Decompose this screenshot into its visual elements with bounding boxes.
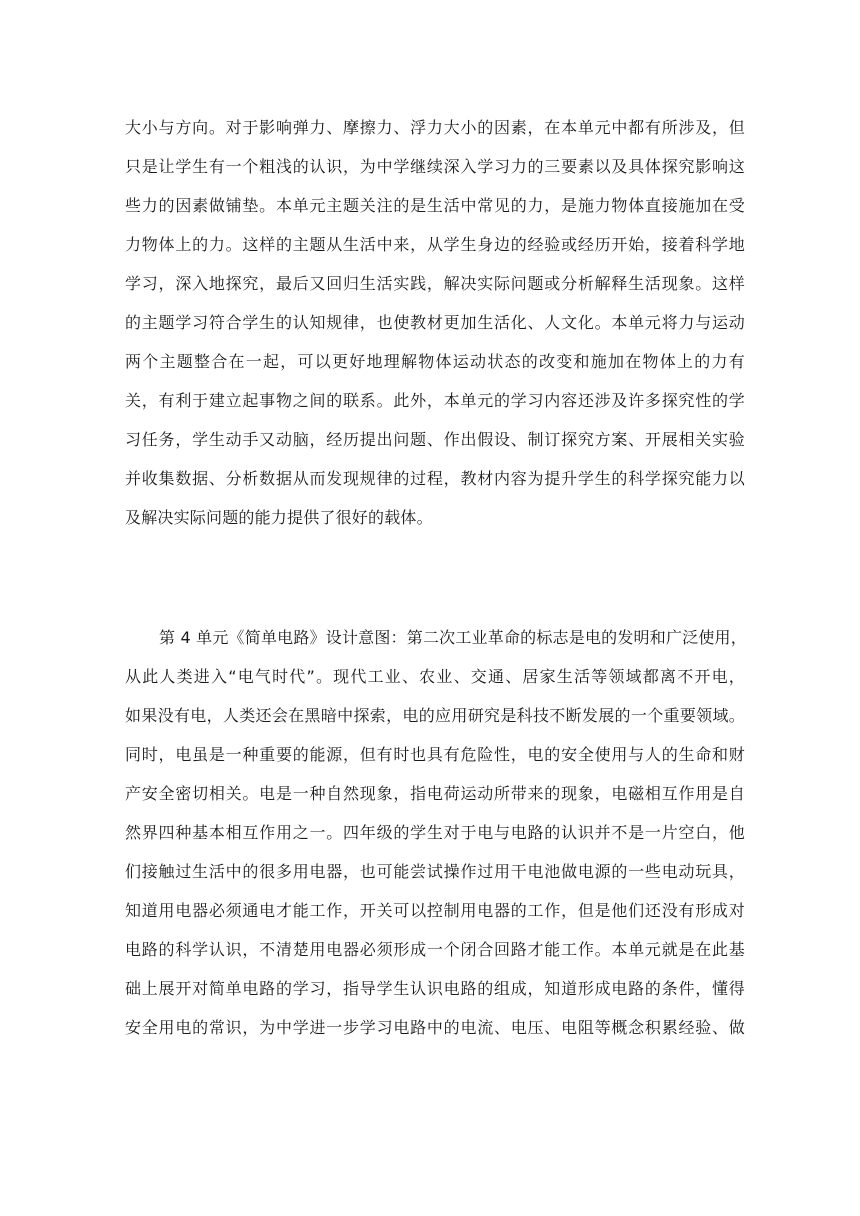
paragraph-line: 同时，电虽是一种重要的能源，但有时也具有危险性，电的安全使用与人的生命和财 — [125, 745, 745, 764]
paragraph-line: 学习，深入地探究，最后又回归生活实践，解决实际问题或分析解释生活现象。这样 — [125, 274, 745, 293]
paragraph-line: 们接触过生活中的很多用电器，也可能尝试操作过用干电池做电源的一些电动玩具， — [125, 862, 745, 881]
paragraph-simple-circuit — [125, 618, 745, 1047]
paragraph-line: 如果没有电，人类还会在黑暗中探索，电的应用研究是科技不断发展的一个重要领域。 — [125, 706, 745, 725]
paragraph-line: 并收集数据、分析数据从而发现规律的过程，教材内容为提升学生的科学探究能力以 — [125, 469, 745, 488]
paragraph-line: 及解决实际问题的能力提供了很好的载体。 — [125, 508, 433, 527]
paragraph-line: 从此人类进入“电气时代”。现代工业、农业、交通、居家生活等领域都离不开电， — [125, 667, 745, 686]
paragraph-line: 只是让学生有一个粗浅的认识，为中学继续深入学习力的三要素以及具体探究影响这 — [125, 157, 745, 176]
paragraph-line: 第 4 单元《简单电路》设计意图：第二次工业革命的标志是电的发明和广泛使用， — [159, 628, 747, 647]
paragraph-line: 电路的科学认识，不清楚用电器必须形成一个闭合回路才能工作。本单元就是在此基 — [125, 940, 745, 959]
paragraph-line: 知道用电器必须通电才能工作，开关可以控制用电器的工作，但是他们还没有形成对 — [125, 901, 745, 920]
paragraph-line: 关，有利于建立起事物之间的联系。此外，本单元的学习内容还涉及许多探究性的学 — [125, 391, 745, 410]
paragraph-line: 的主题学习符合学生的认知规律，也使教材更加生活化、人文化。本单元将力与运动 — [125, 313, 745, 332]
paragraph-line: 安全用电的常识，为中学进一步学习电路中的电流、电压、电阻等概念积累经验、做 — [125, 1018, 745, 1037]
paragraph-line: 力物体上的力。这样的主题从生活中来，从学生身边的经验或经历开始，接着科学地 — [125, 235, 745, 254]
paragraph-force-and-motion — [125, 108, 745, 537]
paragraph-line: 两个主题整合在一起，可以更好地理解物体运动状态的改变和施加在物体上的力有 — [125, 352, 745, 371]
paragraph-line: 产安全密切相关。电是一种自然现象，指电荷运动所带来的现象，电磁相互作用是自 — [125, 784, 745, 803]
paragraph-line: 些力的因素做铺垫。本单元主题关注的是生活中常见的力，是施力物体直接施加在受 — [125, 196, 745, 215]
paragraph-line: 习任务，学生动手又动脑，经历提出问题、作出假设、制订探究方案、开展相关实验 — [125, 430, 745, 449]
paragraph-line: 然界四种基本相互作用之一。四年级的学生对于电与电路的认识并不是一片空白，他 — [125, 823, 745, 842]
paragraph-line: 础上展开对简单电路的学习，指导学生认识电路的组成，知道形成电路的条件，懂得 — [125, 979, 745, 998]
paragraph-line: 大小与方向。对于影响弹力、摩擦力、浮力大小的因素，在本单元中都有所涉及，但 — [125, 118, 745, 137]
